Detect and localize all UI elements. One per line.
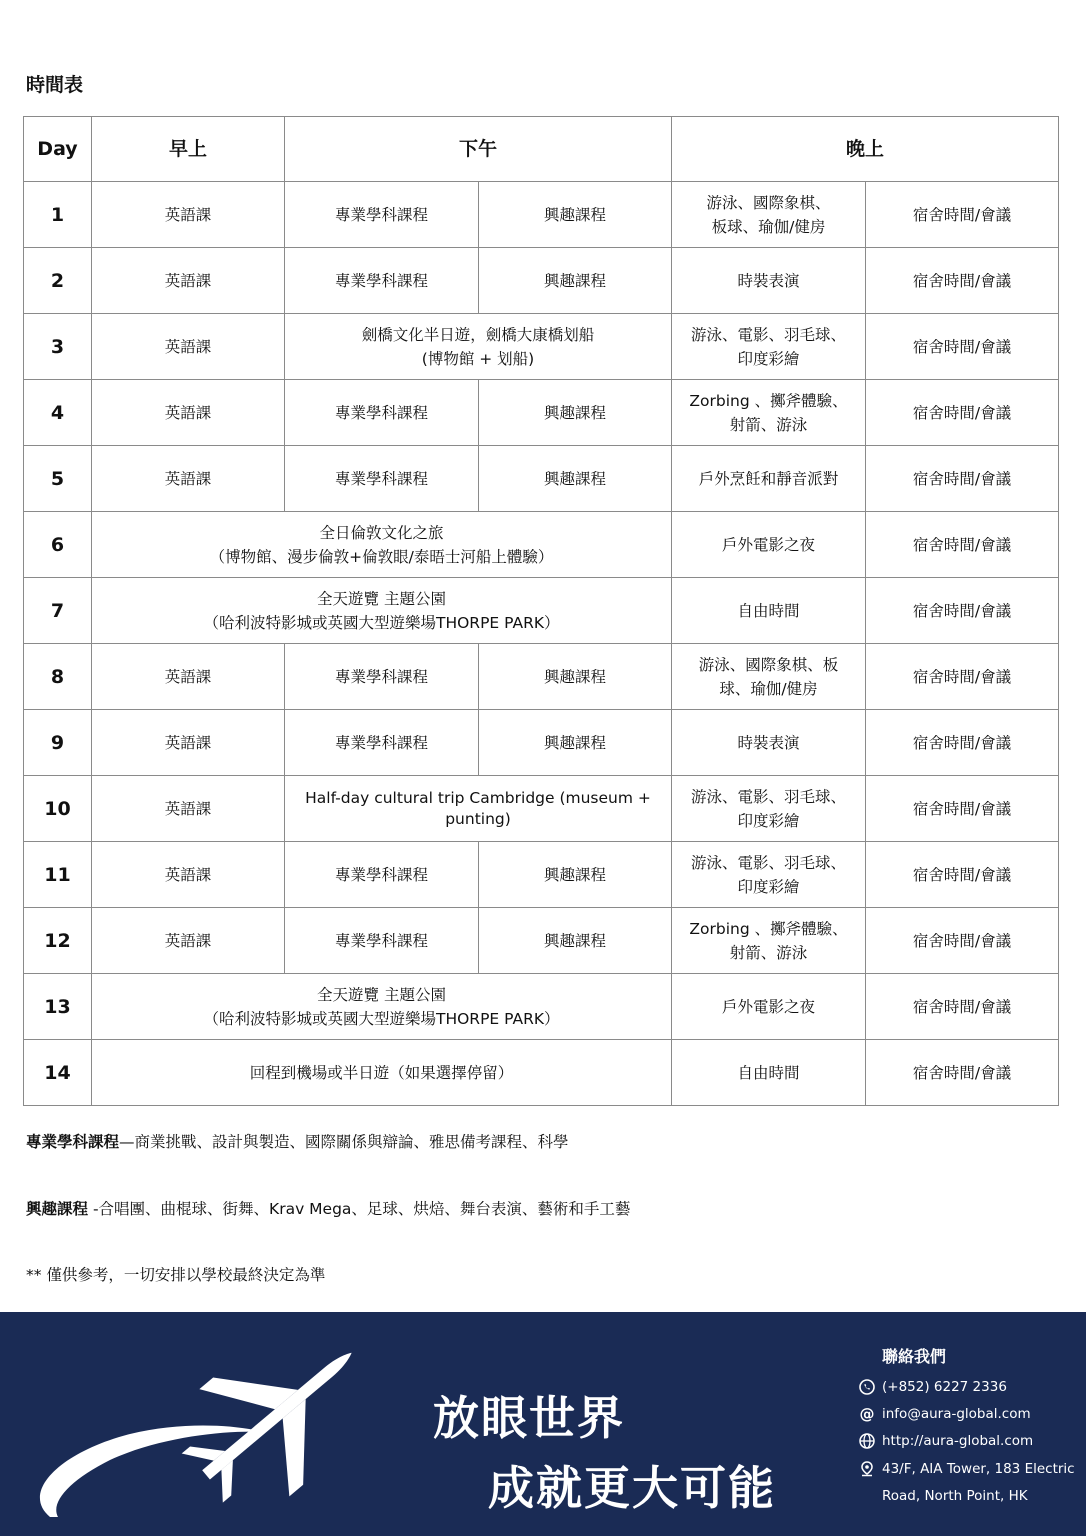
- afternoon-cell-2: 興趣課程: [479, 446, 672, 512]
- contact-website-text[interactable]: http://aura-global.com: [882, 1433, 1034, 1449]
- contact-address-line-2: Road, North Point, HK: [882, 1488, 1028, 1504]
- note-disclaimer: ** 僅供參考，一切安排以學校最終決定為準: [26, 1266, 326, 1284]
- day-cell: 2: [24, 248, 92, 314]
- morning-cell: 英語課: [92, 314, 285, 380]
- table-row: [24, 644, 1059, 710]
- evening-cell-2: 宿舍時間/會議: [866, 1040, 1059, 1106]
- table-row: [24, 776, 1059, 842]
- morning-cell: 英語課: [92, 776, 285, 842]
- morning-cell: 英語課: [92, 446, 285, 512]
- schedule-table: [23, 116, 1059, 1106]
- day-cell: 4: [24, 380, 92, 446]
- table-row: [24, 512, 1059, 578]
- evening-cell-2: 宿舍時間/會議: [866, 446, 1059, 512]
- evening-cell-2: 宿舍時間/會議: [866, 908, 1059, 974]
- table-row: [24, 182, 1059, 248]
- note-interest-label: 興趣課程: [26, 1200, 89, 1218]
- location-icon: [858, 1460, 876, 1478]
- globe-icon: [858, 1432, 876, 1450]
- table-row: [24, 1040, 1059, 1106]
- table-row: [24, 248, 1059, 314]
- contact-email-text[interactable]: info@aura-global.com: [882, 1406, 1031, 1422]
- note-interest-text: -合唱團、曲棍球、街舞、Krav Mega、足球、烘焙、舞台表演、藝術和手工藝: [88, 1200, 631, 1218]
- evening-cell-1: Zorbing 、擲斧體驗、 射箭、游泳: [672, 908, 866, 974]
- evening-cell-2: 宿舍時間/會議: [866, 974, 1059, 1040]
- afternoon-cell-2: 興趣課程: [479, 842, 672, 908]
- evening-cell-1: 游泳、國際象棋、 板球、瑜伽/健房: [672, 182, 866, 248]
- evening-cell-1: 游泳、國際象棋、板 球、瑜伽/健房: [672, 644, 866, 710]
- morning-cell: 英語課: [92, 182, 285, 248]
- note-academic: [26, 1130, 569, 1152]
- afternoon-cell-1: 專業學科課程: [285, 842, 479, 908]
- at-icon: [858, 1405, 876, 1423]
- contact-phone: [858, 1378, 1007, 1396]
- contact-address: [858, 1460, 1075, 1478]
- evening-cell-2: 宿舍時間/會議: [866, 644, 1059, 710]
- full-day-cell: 全天遊覽 主題公園 （哈利波特影城或英國大型遊樂場THORPE PARK）: [92, 578, 672, 644]
- day-cell: 7: [24, 578, 92, 644]
- afternoon-cell-2: 興趣課程: [479, 908, 672, 974]
- day-cell: 11: [24, 842, 92, 908]
- table-row: [24, 842, 1059, 908]
- evening-cell-2: 宿舍時間/會議: [866, 248, 1059, 314]
- footer-banner: [0, 1312, 1086, 1536]
- evening-cell-1: 自由時間: [672, 1040, 866, 1106]
- evening-cell-1: 自由時間: [672, 578, 866, 644]
- note-academic-text: —商業挑戰、設計與製造、國際關係與辯論、雅思備考課程、科學: [119, 1133, 569, 1151]
- table-row: [24, 578, 1059, 644]
- table-row: [24, 314, 1059, 380]
- evening-cell-1: 戶外電影之夜: [672, 512, 866, 578]
- header-evening: 晚上: [672, 117, 1059, 182]
- afternoon-cell-1: 專業學科課程: [285, 248, 479, 314]
- header-afternoon: 下午: [285, 117, 672, 182]
- day-cell: 12: [24, 908, 92, 974]
- afternoon-cell-2: 興趣課程: [479, 248, 672, 314]
- day-cell: 10: [24, 776, 92, 842]
- evening-cell-2: 宿舍時間/會議: [866, 182, 1059, 248]
- table-header-row: [24, 117, 1059, 182]
- day-cell: 13: [24, 974, 92, 1040]
- contact-website: [858, 1432, 1033, 1450]
- morning-cell: 英語課: [92, 248, 285, 314]
- evening-cell-1: 時裝表演: [672, 248, 866, 314]
- table-row: [24, 380, 1059, 446]
- evening-cell-1: 戶外烹飪和靜音派對: [672, 446, 866, 512]
- afternoon-cell-merged: Half-day cultural trip Cambridge (museum + punting): [285, 776, 672, 842]
- morning-cell: 英語課: [92, 380, 285, 446]
- table-row: [24, 710, 1059, 776]
- header-morning: 早上: [92, 117, 285, 182]
- evening-cell-1: Zorbing 、擲斧體驗、 射箭、游泳: [672, 380, 866, 446]
- note-interest: [26, 1197, 630, 1219]
- contact-email: [858, 1405, 1031, 1423]
- evening-cell-1: 游泳、電影、羽毛球、 印度彩繪: [672, 776, 866, 842]
- contact-title: 聯絡我們: [882, 1347, 947, 1366]
- day-cell: 1: [24, 182, 92, 248]
- afternoon-cell-2: 興趣課程: [479, 710, 672, 776]
- evening-cell-1: 游泳、電影、羽毛球、 印度彩繪: [672, 842, 866, 908]
- afternoon-cell-merged: 劍橋文化半日遊，劍橋大康橋划船 (博物館 + 划船): [285, 314, 672, 380]
- evening-cell-2: 宿舍時間/會議: [866, 710, 1059, 776]
- evening-cell-2: 宿舍時間/會議: [866, 380, 1059, 446]
- evening-cell-2: 宿舍時間/會議: [866, 512, 1059, 578]
- day-cell: 9: [24, 710, 92, 776]
- airplane-icon: [30, 1342, 390, 1522]
- afternoon-cell-2: 興趣課程: [479, 380, 672, 446]
- evening-cell-2: 宿舍時間/會議: [866, 314, 1059, 380]
- svg-text:@: @: [859, 1405, 875, 1423]
- table-row: [24, 908, 1059, 974]
- day-cell: 3: [24, 314, 92, 380]
- contact-phone-text: (+852) 6227 2336: [882, 1379, 1007, 1395]
- afternoon-cell-1: 專業學科課程: [285, 908, 479, 974]
- evening-cell-2: 宿舍時間/會議: [866, 776, 1059, 842]
- afternoon-cell-1: 專業學科課程: [285, 710, 479, 776]
- full-day-cell: 全天遊覽 主題公園 （哈利波特影城或英國大型遊樂場THORPE PARK）: [92, 974, 672, 1040]
- slogan-line-1: 放眼世界: [433, 1391, 625, 1445]
- evening-cell-1: 時裝表演: [672, 710, 866, 776]
- afternoon-cell-1: 專業學科課程: [285, 446, 479, 512]
- morning-cell: 英語課: [92, 908, 285, 974]
- day-cell: 5: [24, 446, 92, 512]
- afternoon-cell-1: 專業學科課程: [285, 182, 479, 248]
- slogan-line-2: 成就更大可能: [488, 1461, 776, 1515]
- morning-cell: 英語課: [92, 644, 285, 710]
- page-title: 時間表: [26, 74, 84, 96]
- whatsapp-icon: [858, 1378, 876, 1396]
- table-row: [24, 446, 1059, 512]
- full-day-cell: 全日倫敦文化之旅 （博物館、漫步倫敦+倫敦眼/泰晤士河船上體驗）: [92, 512, 672, 578]
- table-row: [24, 974, 1059, 1040]
- afternoon-cell-1: 專業學科課程: [285, 644, 479, 710]
- evening-cell-1: 游泳、電影、羽毛球、 印度彩繪: [672, 314, 866, 380]
- header-day: Day: [24, 117, 92, 182]
- afternoon-cell-2: 興趣課程: [479, 182, 672, 248]
- day-cell: 6: [24, 512, 92, 578]
- evening-cell-2: 宿舍時間/會議: [866, 842, 1059, 908]
- morning-cell: 英語課: [92, 842, 285, 908]
- full-day-cell: 回程到機場或半日遊（如果選擇停留）: [92, 1040, 672, 1106]
- note-academic-label: 專業學科課程: [26, 1133, 120, 1151]
- day-cell: 8: [24, 644, 92, 710]
- morning-cell: 英語課: [92, 710, 285, 776]
- afternoon-cell-1: 專業學科課程: [285, 380, 479, 446]
- contact-address-line-1: 43/F, AIA Tower, 183 Electric: [882, 1461, 1075, 1477]
- day-cell: 14: [24, 1040, 92, 1106]
- evening-cell-2: 宿舍時間/會議: [866, 578, 1059, 644]
- afternoon-cell-2: 興趣課程: [479, 644, 672, 710]
- evening-cell-1: 戶外電影之夜: [672, 974, 866, 1040]
